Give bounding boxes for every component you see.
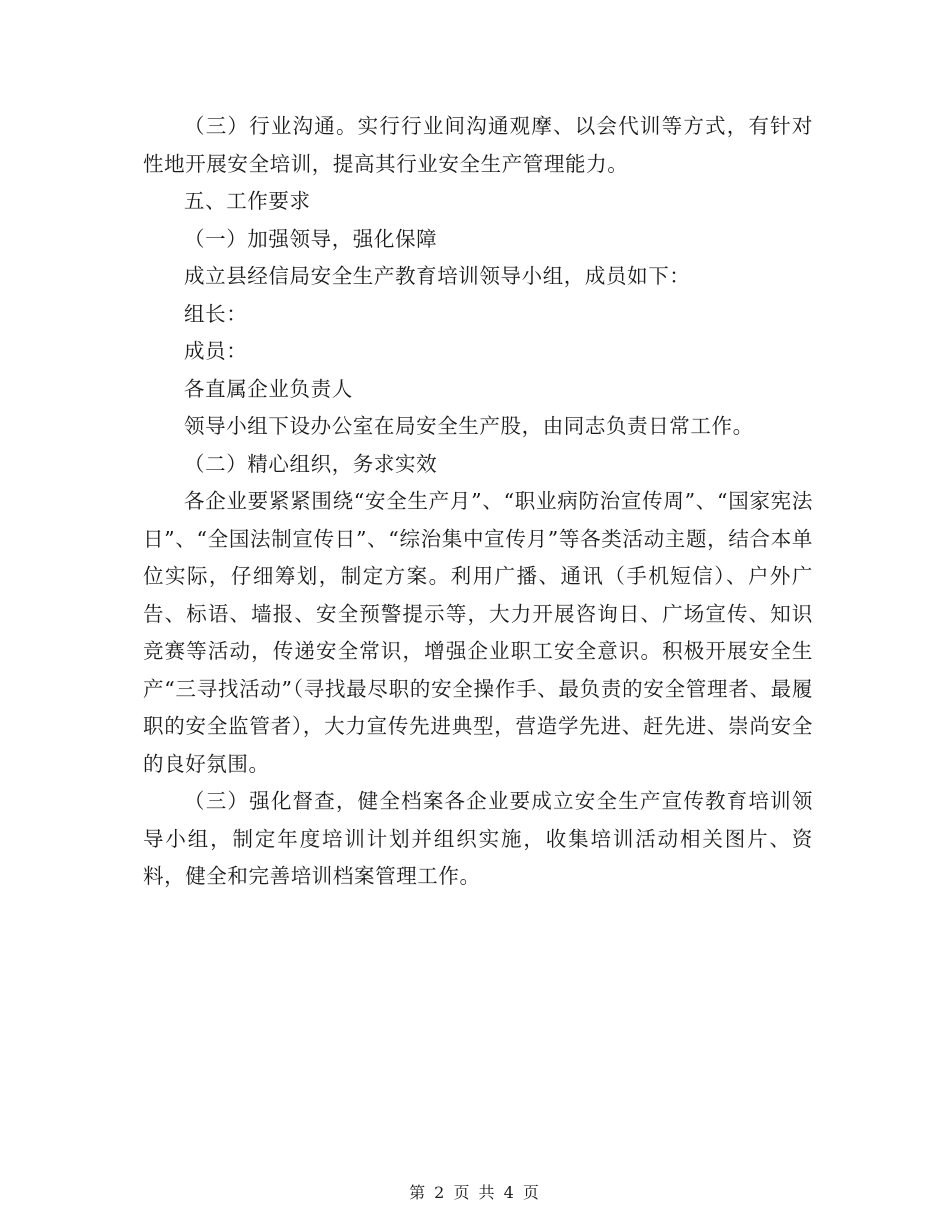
- paragraph-industry-communication: （三）行业沟通。实行行业间沟通观摩、以会代训等方式，有针对性地开展安全培训，提高其行业安全生产管理能力。: [143, 114, 813, 176]
- paragraph-members: 成员：: [184, 339, 248, 363]
- page-footer: [0, 1183, 950, 1203]
- subheading-organization: （二）精心组织，务求实效: [184, 451, 438, 476]
- page-number: 第 2 页 共 4 页: [409, 1183, 541, 1202]
- paragraph-office: 领导小组下设办公室在局安全生产股，由同志负责日常工作。: [184, 414, 754, 438]
- paragraph-leading-group: 成立县经信局安全生产教育培训领导小组，成员如下：: [184, 264, 691, 288]
- subheading-leadership: （一）加强领导，强化保障: [184, 226, 438, 251]
- section-heading-work-requirements: 五、工作要求: [184, 189, 311, 213]
- document-body: [143, 108, 813, 896]
- paragraph-enterprise-heads: 各直属企业负责人: [184, 376, 353, 401]
- paragraph-supervision-archives: （三）强化督查，健全档案各企业要成立安全生产宣传教育培训领导小组，制定年度培训计划并组织实施，收集培训活动相关图片、资料，健全和完善培训档案管理工作。: [143, 789, 813, 888]
- paragraph-group-leader: 组长：: [184, 301, 248, 326]
- paragraph-activities: 各企业要紧紧围绕“安全生产月”、“职业病防治宣传周”、“国家宪法日”、“全国法制宣传日”、“综治集中宣传月”等各类活动主题，结合本单位实际，仔细筹划，制定方案。利用广播、通讯（手机短信）、户外广告、标语、墙报、安全预警提示等，大力开展咨询日、广场宣传、知识竞赛等活动，传递安全常识，增强企业职工安全意识。积极开展安全生产“三寻找活动”（寻找最尽职的安全操作手、最负责的安全管理者、最履职的安全监管者），大力宣传先进典型，营造学先进、赶先进、崇尚安全的良好氛围。: [143, 489, 813, 776]
